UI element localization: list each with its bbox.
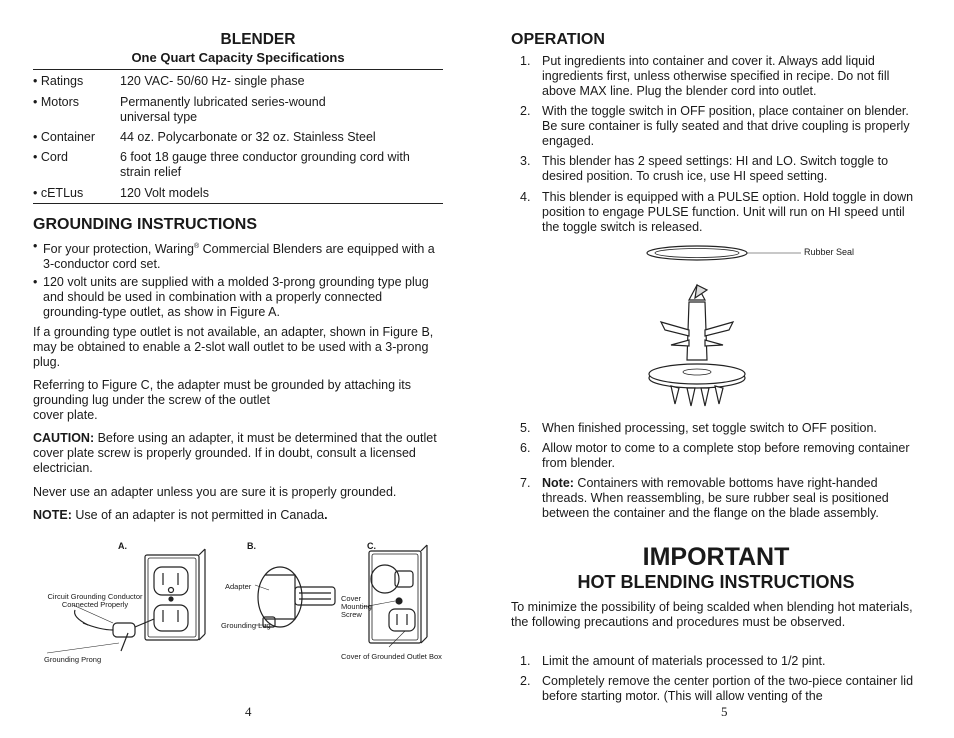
figure-a-label: A. (118, 541, 127, 551)
step-number: 3. (520, 154, 531, 168)
grounding-prong-label: Grounding Prong (44, 655, 102, 664)
rubber-seal-icon (647, 246, 801, 260)
spec-key: • Cord (33, 150, 68, 164)
caution-label: CAUTION: (33, 431, 95, 445)
bullet-text: For your protection, Waring (43, 242, 194, 257)
step7-note-text: Containers with removable bottoms have right-handed threads. When reassembling, be sure rubber seal is positioned between the container and the flange on the blade assembly. (542, 476, 889, 520)
hot-intro-paragraph: To minimize the possibility of being scalded when blending hot materials, the following precautions and procedures must be observed. (511, 600, 913, 629)
step-text: With the toggle switch in OFF position, place container on blender. Be sure container is fully seated and that drive coupling is properly engaged. (542, 104, 910, 148)
spec-value: 120 Volt models (120, 186, 209, 200)
rubber-seal-label: Rubber Seal (804, 247, 855, 257)
bullet-text: Commercial Blenders are equipped with a 3-conductor cord set. (43, 242, 435, 272)
spec-key: • Ratings (33, 74, 84, 88)
spec-value: 44 oz. Polycarbonate or 32 oz. Stainless Steel (120, 130, 376, 144)
label-line: Connected Properly (61, 600, 129, 609)
label-line: Cover (341, 594, 362, 603)
para-line: grounding lug under the screw of the outlet (33, 393, 270, 407)
specs-subtitle: One Quart Capacity Specifications (131, 50, 345, 65)
blade-assembly-figure (511, 240, 921, 410)
figure-b-label: B. (247, 541, 256, 551)
step-text (542, 476, 922, 521)
spec-key: • Container (33, 130, 96, 144)
cover-box-label: Cover of Grounded Outlet Box (341, 652, 442, 661)
operation-title: OPERATION (511, 31, 605, 48)
caution-paragraph (33, 431, 443, 476)
step7-note-label: Note: (542, 476, 574, 490)
grounding-lug-label: Grounding Lug (221, 621, 271, 630)
circuit-grounding-label (40, 593, 150, 609)
step-number: 1. (520, 54, 531, 68)
hot-blending-title: HOT BLENDING INSTRUCTIONS (577, 572, 855, 592)
spec-key: • cETLus (33, 186, 84, 200)
spec-key: • Motors (33, 95, 80, 109)
step-number: 5. (520, 421, 531, 435)
note-period: . (324, 508, 328, 522)
spec-value: 120 VAC- 50/60 Hz- single phase (120, 74, 305, 88)
step-text: Limit the amount of materials processed to 1/2 pint. (542, 654, 826, 668)
note-paragraph (33, 508, 443, 523)
step-number: 4. (520, 190, 531, 204)
cover-screw-label (341, 595, 372, 619)
step-text: This blender is equipped with a PULSE option. Hold toggle in down position to engage PULSE function. Unit will run on HI speed until the toggle switch is released. (542, 190, 914, 234)
para-line: Referring to Figure C, the adapter must be grounded by attaching its (33, 378, 411, 392)
note-text: Use of an adapter is not permitted in Canada (71, 508, 325, 522)
step-text: Completely remove the center portion of the two-piece container lid before starting motor. (This will allow venting of the (542, 674, 914, 703)
label-line: Mounting (341, 602, 372, 611)
page-number-right: 5 (721, 704, 728, 719)
step-number: 1. (520, 654, 531, 668)
figure-b-adapter-icon (255, 567, 335, 627)
grounding-bullet-1 (33, 239, 443, 272)
grounding-figures (33, 535, 443, 670)
figure-c-outlet-icon (363, 545, 427, 647)
grounding-bullet-2: • 120 volt units are supplied with a molded 3-prong grounding type plug and should be used in combination with a properly connected grounding-type outlet, as show in Figure A. (33, 275, 443, 320)
spec-value: 6 foot 18 gauge three conductor grounding cord with strain relief (120, 150, 410, 179)
step-text: Allow motor to come to a complete stop before removing container from blender. (542, 441, 910, 470)
note-label: NOTE: (33, 508, 72, 522)
important-heading: IMPORTANT (642, 543, 790, 571)
blender-title: BLENDER (220, 31, 296, 48)
label-line: Screw (341, 610, 362, 619)
page-number-left: 4 (245, 704, 252, 719)
step-text: When finished processing, set toggle switch to OFF position. (542, 421, 877, 435)
step-number: 7. (520, 476, 531, 490)
step-number: 2. (520, 674, 531, 688)
step-text: This blender has 2 speed settings: HI and LO. Switch toggle to desired position. To crush ice, use HI speed setting. (542, 154, 889, 183)
figure-c-label: C. (367, 541, 376, 551)
never-paragraph: Never use an adapter unless you are sure it is properly grounded. (33, 485, 397, 499)
para-line: cover plate. (33, 408, 98, 422)
step-number: 2. (520, 104, 531, 118)
registered-mark: ® (193, 243, 200, 250)
figure-c-paragraph (33, 378, 443, 423)
blade-assembly-icon (649, 285, 745, 406)
adapter-paragraph: If a grounding type outlet is not available, an adapter, shown in Figure B, may be obtained to enable a 2-slot wall outlet to be used with a 3-prong plug. (33, 325, 434, 369)
step-text: Put ingredients into container and cover it. Always add liquid ingredients first, unless otherwise specified in recipe. Do not fill above MAX line. Plug the blender cord into outlet. (542, 54, 890, 98)
step-number: 6. (520, 441, 531, 455)
spec-value: Permanently lubricated series-wound universal type (120, 95, 326, 124)
adapter-label: Adapter (225, 582, 252, 591)
specs-bottom-rule (33, 203, 443, 204)
label-line: Circuit Grounding Conductor (47, 592, 143, 601)
caution-text: Before using an adapter, it must be determined that the outlet cover plate screw is properly grounded. If in doubt, consult a licensed electrician. (33, 431, 437, 475)
grounding-title: GROUNDING INSTRUCTIONS (33, 216, 257, 233)
specs-top-rule (33, 69, 443, 70)
